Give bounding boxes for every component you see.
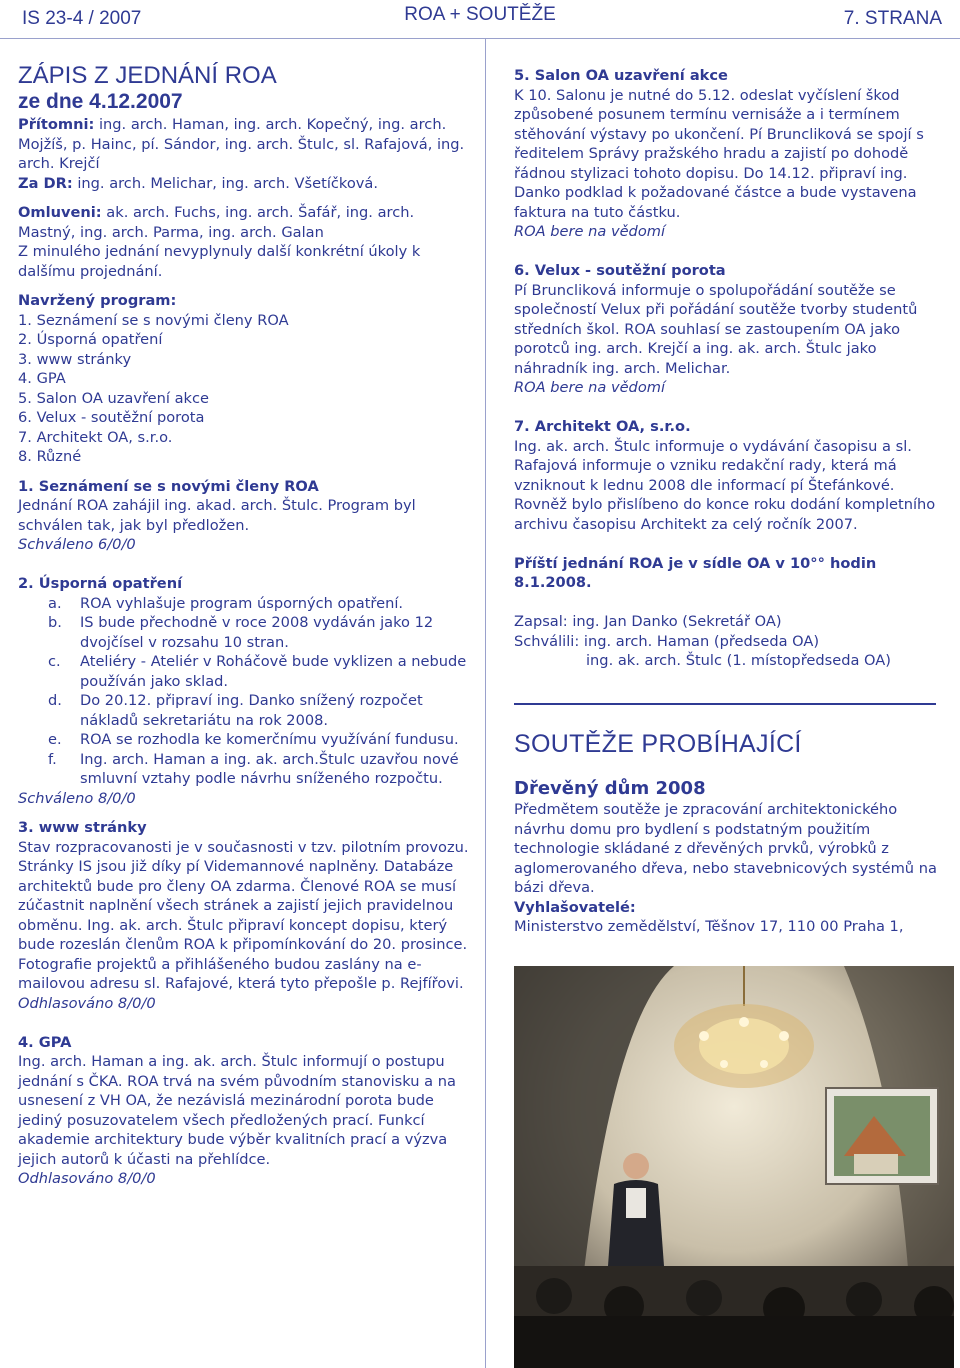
page-header <box>0 0 960 38</box>
program-item: 3. www stránky <box>18 350 132 368</box>
present-text: ing. arch. Haman, ing. arch. Kopečný, ing. arch. Mojžíš, p. Hainc, pí. Sándor, ing. arch. Štulc, sl. Rafajová, ing. arch. Krejčí <box>18 116 465 172</box>
section-1-title: 1. Seznámení se s novými členy ROA <box>18 477 319 495</box>
signature-line: ing. ak. arch. Štulc (1. místopředseda OA) <box>586 652 891 669</box>
list-item: d. Do 20.12. připraví ing. Danko snížený rozpočet nákladů sekretariátu na rok 2008. <box>48 692 423 729</box>
list-item: e. ROA se rozhodla ke komerčnímu využívání fundusu. <box>48 731 459 748</box>
page-number: 7. STRANA <box>843 8 942 29</box>
section-4-text: Ing. arch. Haman a ing. ak. arch. Štulc informují o postupu jednání s ČKA. ROA trvá na svém původním stanovisku a na usnesení z VH OA, že nezávislá mezinárodní porota bude jediný posuzovatelem všech předložených prací. Funkcí akademie architektury bude výběr kvalitních prací a výzva jejich autorů k účasti na přehlídce. <box>18 1053 456 1168</box>
section-2-vote: Schváleno 8/0/0 <box>18 789 136 807</box>
section-5-text: K 10. Salonu je nutné do 5.12. odeslat vyčíslení škod způsobené posunem termínu vernisáže a i termínem stěhování výstavy po ukončení. Pí Bruncliková se spojí s ředitelem Správy pražského hradu a zajistí po dohodě řádnou stylizaci tohoto dopisu. Do 14.12. připraví ing. Danko podklad k požadované částce a bude vystavena faktura na tuto částku. <box>514 86 924 221</box>
program-item: 6. Velux - soutěžní porota <box>18 409 205 426</box>
dr-paragraph <box>18 174 470 194</box>
minutes-title: ZÁPIS Z JEDNÁNÍ ROA <box>18 62 277 89</box>
section-2-title: 2. Úsporná opatření <box>18 575 183 592</box>
section-7-title: 7. Architekt OA, s.r.o. <box>514 418 691 435</box>
program-item: 5. Salon OA uzavření akce <box>18 389 209 407</box>
section-3-title: 3. www stránky <box>18 819 147 836</box>
section-4-vote: Odhlasováno 8/0/0 <box>18 1170 156 1187</box>
competitions-heading: SOUTĚŽE PROBÍHAJÍCÍ <box>514 729 802 758</box>
section-label: ROA + SOUTĚŽE <box>404 4 556 25</box>
section-6-note: ROA bere na vědomí <box>514 379 666 396</box>
list-item: f. Ing. arch. Haman a ing. ak. arch.Štulc uzavřou nové smluvní vztahy podle návrhu sníženého rozpočtu. <box>48 750 459 787</box>
section-5-note: ROA bere na vědomí <box>514 223 666 240</box>
no-tasks-text: Z minulého jednání nevyplynuly další konkrétní úkoly k dalšímu projednání. <box>18 243 421 280</box>
column-divider <box>485 38 486 1368</box>
list-item: c. Ateliéry - Ateliér v Roháčově bude vyklizen a nebude používán jako sklad. <box>48 653 467 690</box>
section-1-vote: Schváleno 6/0/0 <box>18 536 136 553</box>
list-item: a. ROA vyhlašuje program úsporných opatření. <box>48 594 404 612</box>
section-7-text: Ing. ak. arch. Štulc informuje o vydávání časopisu a sl. Rafajová informuje o vzniku redakční rady, která má vzniknout k lednu 2008 dle informací pí Štefánkové. Rovněž bylo přislíbeno do konce roku dodání kompletního archivu časopisu Architekt za celý ročník 2007. <box>514 437 936 533</box>
program-item: 1. Seznámení se s novými členy ROA <box>18 311 289 329</box>
header-divider <box>0 38 960 39</box>
section-1-text: Jednání ROA zahájil ing. akad. arch. Štulc. Program byl schválen tak, jak byl předložen. <box>18 497 416 534</box>
program-item: 8. Různé <box>18 448 82 465</box>
signature-line: Zapsal: ing. Jan Danko (Sekretář OA) <box>514 613 782 630</box>
signatures <box>514 612 946 671</box>
list-item: b. IS bude přechodně v roce 2008 vydáván jako 12 dvojčísel v rozsahu 10 stran. <box>48 614 434 651</box>
program-item: 2. Úsporná opatření <box>18 331 163 348</box>
next-meeting: Příští jednání ROA je v sídle OA v 10°° hodin 8.1.2008. <box>514 554 877 591</box>
savings-list <box>18 594 470 789</box>
section-5-title: 5. Salon OA uzavření akce <box>514 67 728 84</box>
present-label: Přítomni: <box>18 116 95 133</box>
organizers-text: Ministerstvo zemědělství, Těšnov 17, 110 00 Praha 1, <box>514 918 904 935</box>
minutes-date: ze dne 4.12.2007 <box>18 90 183 113</box>
competition-title: Dřevěný dům 2008 <box>514 778 706 799</box>
section-3-vote: Odhlasováno 8/0/0 <box>18 994 156 1012</box>
event-photo-illustration <box>514 966 954 1368</box>
section-6-text: Pí Bruncliková informuje o spolupořádání soutěže se společností Velux při pořádání soutěže tvorby studentů středních škol. ROA souhlasí se zastoupením OA jako porotců ing. arch. Krejčí a ing. ak. arch. Štulc jako náhradník ing. arch. Melichar. <box>514 281 918 377</box>
dr-label: Za DR: <box>18 174 73 192</box>
excused-label: Omluveni: <box>18 204 102 221</box>
issue-label: IS 23-4 / 2007 <box>22 8 142 29</box>
right-column <box>514 66 946 937</box>
excused-text: ak. arch. Fuchs, ing. arch. Šafář, ing. arch. Mastný, ing. arch. Parma, ing. arch. Galan <box>18 204 415 241</box>
signature-line: Schválili: ing. arch. Haman (předseda OA) <box>514 632 820 650</box>
section-3-text: Stav rozpracovanosti je v současnosti v tzv. pilotním provozu. Stránky IS jsou již díky pí Videmannové naplněny. Databáze architektů bude pro členy OA zdarma. Členové ROA se musí zúčastnit naplnění všech stránek a zajistí jejich pravidelnou obměnu. Ing. ak. arch. Štulc připraví koncept dopisu, který bude rozeslán členům ROA k připomínkování do 20. prosince. Fotografie projektů a přihlášeného budou zaslány na e-mailovou adresu sl. Rafajové, která tyto přepošle p. Rejfířovi. <box>18 838 469 992</box>
present-paragraph <box>18 115 470 174</box>
excused-paragraph <box>18 203 470 242</box>
section-6-title: 6. Velux - soutěžní porota <box>514 262 726 279</box>
program-label: Navržený program: <box>18 292 177 309</box>
section-4-title: 4. GPA <box>18 1033 72 1051</box>
competition-text: Předmětem soutěže je zpracování architektonického návrhu domu pro bydlení s podstatným použitím technologie skládané z dřevěných prvků, výrobků z aglomerovaného dřeva, nebo stavebnicových systémů na bázi dřeva. <box>514 801 937 896</box>
organizers-label: Vyhlašovatelé: <box>514 898 636 916</box>
program-item: 4. GPA <box>18 370 66 387</box>
section-rule <box>514 703 936 705</box>
program-item: 7. Architekt OA, s.r.o. <box>18 428 173 446</box>
program-list <box>18 311 470 467</box>
projection-screen-icon <box>826 1088 938 1184</box>
dr-text: ing. arch. Melichar, ing. arch. Všetíčková. <box>72 174 378 192</box>
left-column <box>18 62 470 1189</box>
event-photo <box>514 966 954 1368</box>
